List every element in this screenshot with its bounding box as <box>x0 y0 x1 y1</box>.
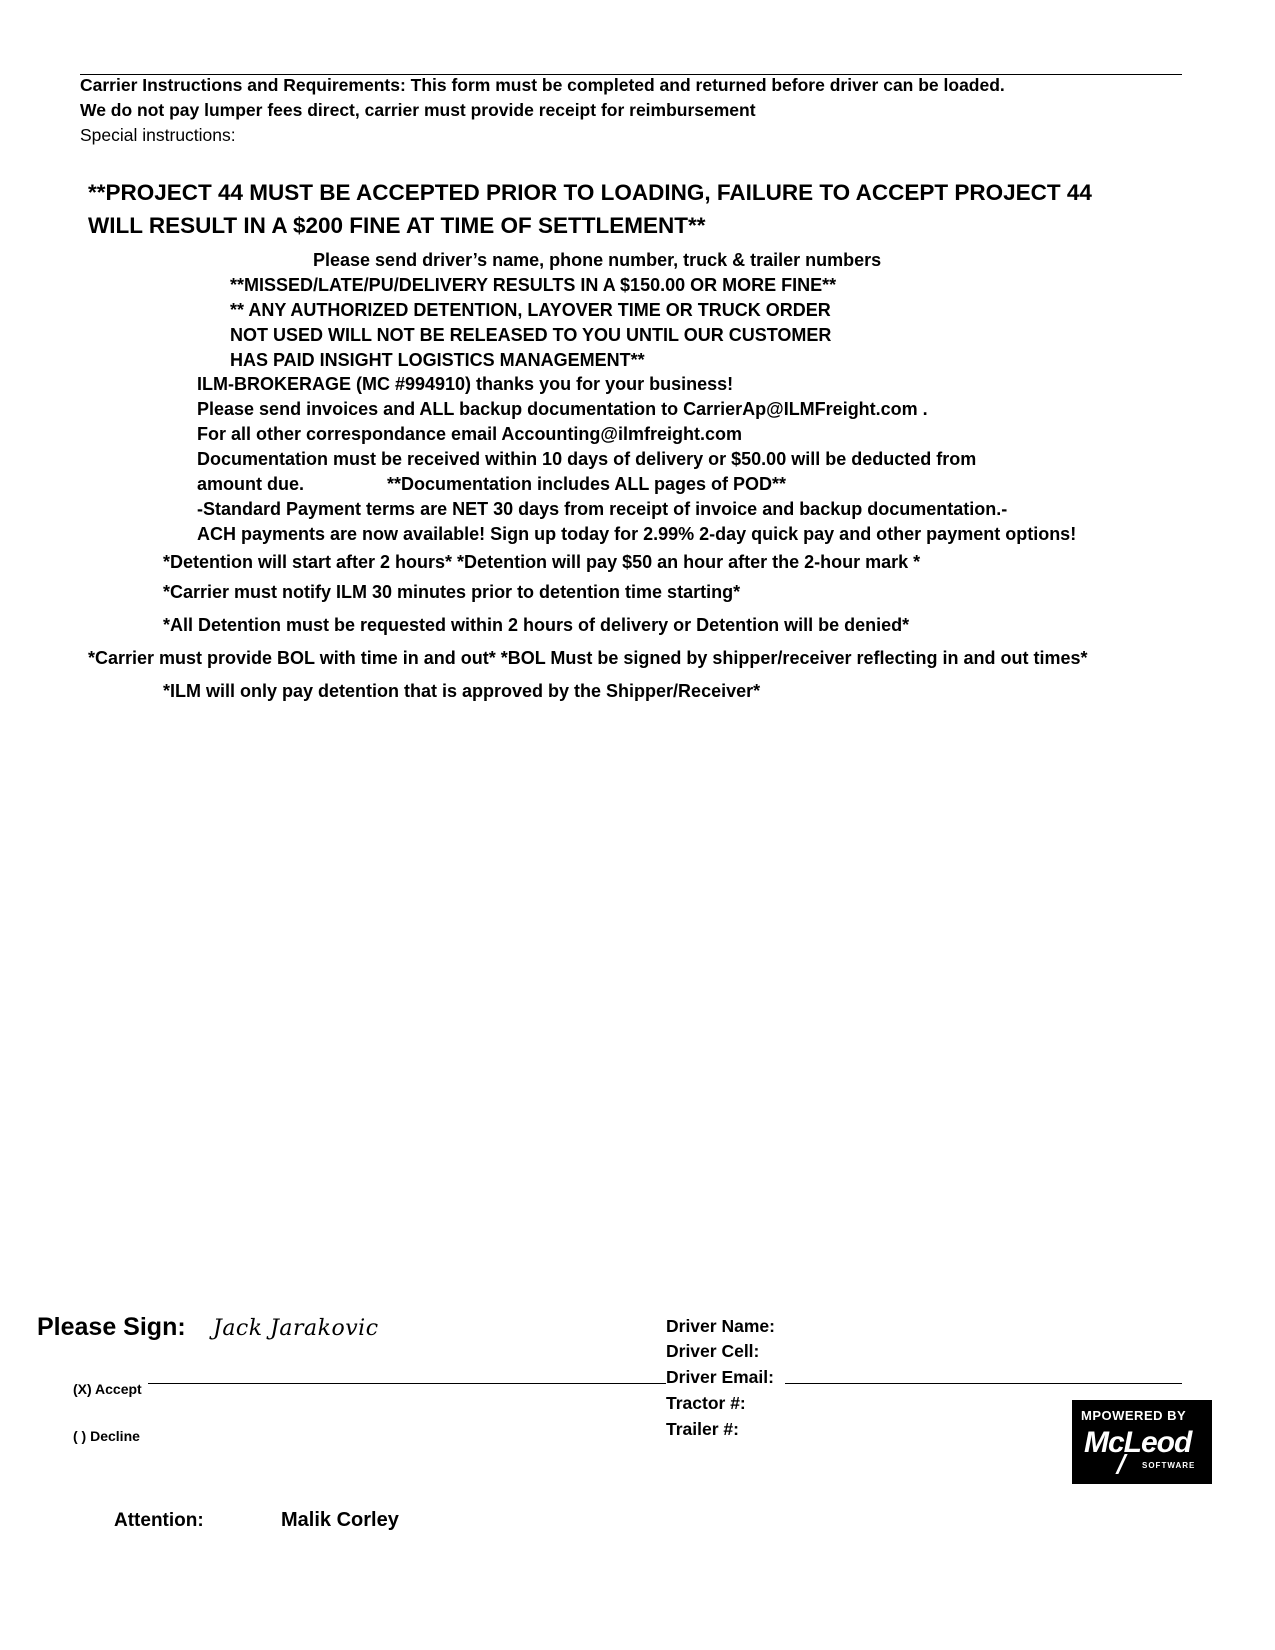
attention-name: Malik Corley <box>281 1509 399 1531</box>
driver-name-label: Driver Name: <box>666 1316 775 1336</box>
documentation-line2-pod: **Documentation includes ALL pages of POD** <box>387 474 787 494</box>
send-driver-info-line: Please send driver’s name, phone number, truck & trailer numbers <box>313 250 882 270</box>
project44-warning-line2: WILL RESULT IN A $200 FINE AT TIME OF SETTLEMENT** <box>88 213 706 238</box>
please-sign-label: Please Sign: <box>37 1313 186 1341</box>
signature-line <box>148 1383 666 1384</box>
invoices-line: Please send invoices and ALL backup documentation to CarrierAp@ILMFreight.com . <box>197 399 928 419</box>
thanks-line: ILM-BROKERAGE (MC #994910) thanks you for your business! <box>197 374 734 394</box>
header-lumper-line: We do not pay lumper fees direct, carrier must provide receipt for reimbursement <box>80 100 756 120</box>
special-instructions-label: Special instructions: <box>80 125 236 145</box>
documentation-line1: Documentation must be received within 10 days of delivery or $50.00 will be deducted from <box>197 449 977 469</box>
detention-approved-line: *ILM will only pay detention that is approved by the Shipper/Receiver* <box>163 681 761 701</box>
attention-label: Attention: <box>114 1510 204 1531</box>
documentation-line2-amount: amount due. <box>197 474 304 494</box>
trailer-label: Trailer #: <box>666 1419 739 1439</box>
project44-warning-line1: **PROJECT 44 MUST BE ACCEPTED PRIOR TO LOADING, FAILURE TO ACCEPT PROJECT 44 <box>88 180 1092 205</box>
mcleod-logo <box>1072 1400 1212 1484</box>
bol-requirement-line: *Carrier must provide BOL with time in and out* *BOL Must be signed by shipper/receiver reflecting in and out times* <box>88 648 1088 668</box>
logo-brand-text: McLeod <box>1084 1426 1192 1459</box>
driver-email-line <box>785 1383 1182 1384</box>
driver-email-label: Driver Email: <box>666 1367 774 1387</box>
payment-terms-line: -Standard Payment terms are NET 30 days from receipt of invoice and backup documentation.- <box>197 499 1008 519</box>
detention-notify-line: *Carrier must notify ILM 30 minutes prior to detention time starting* <box>163 582 741 602</box>
logo-software-text: SOFTWARE <box>1142 1461 1196 1470</box>
tractor-label: Tractor #: <box>666 1393 746 1413</box>
decline-option[interactable]: ( ) Decline <box>73 1428 140 1444</box>
correspondence-line: For all other correspondance email Accounting@ilmfreight.com <box>197 424 742 444</box>
driver-cell-label: Driver Cell: <box>666 1341 760 1361</box>
signature: Jack Jarakovic <box>213 1316 379 1341</box>
detention-notice-line1: ** ANY AUTHORIZED DETENTION, LAYOVER TIME OR TRUCK ORDER <box>230 300 831 320</box>
header-requirements-line: Carrier Instructions and Requirements: This form must be completed and returned before driver can be loaded. <box>80 75 1005 95</box>
detention-notice-line2: NOT USED WILL NOT BE RELEASED TO YOU UNTIL OUR CUSTOMER <box>230 325 832 345</box>
logo-powered-by-text: MPOWERED BY <box>1081 1408 1187 1423</box>
detention-start-line: *Detention will start after 2 hours* *Detention will pay $50 an hour after the 2-hour mark * <box>163 552 921 572</box>
missed-late-fine-line: **MISSED/LATE/PU/DELIVERY RESULTS IN A $150.00 OR MORE FINE** <box>230 275 837 295</box>
accept-option[interactable]: (X) Accept <box>73 1381 142 1397</box>
detention-notice-line3: HAS PAID INSIGHT LOGISTICS MANAGEMENT** <box>230 350 645 370</box>
ach-payments-line: ACH payments are now available! Sign up today for 2.99% 2-day quick pay and other payment options! <box>197 524 1077 544</box>
detention-request-line: *All Detention must be requested within 2 hours of delivery or Detention will be denied* <box>163 615 910 635</box>
